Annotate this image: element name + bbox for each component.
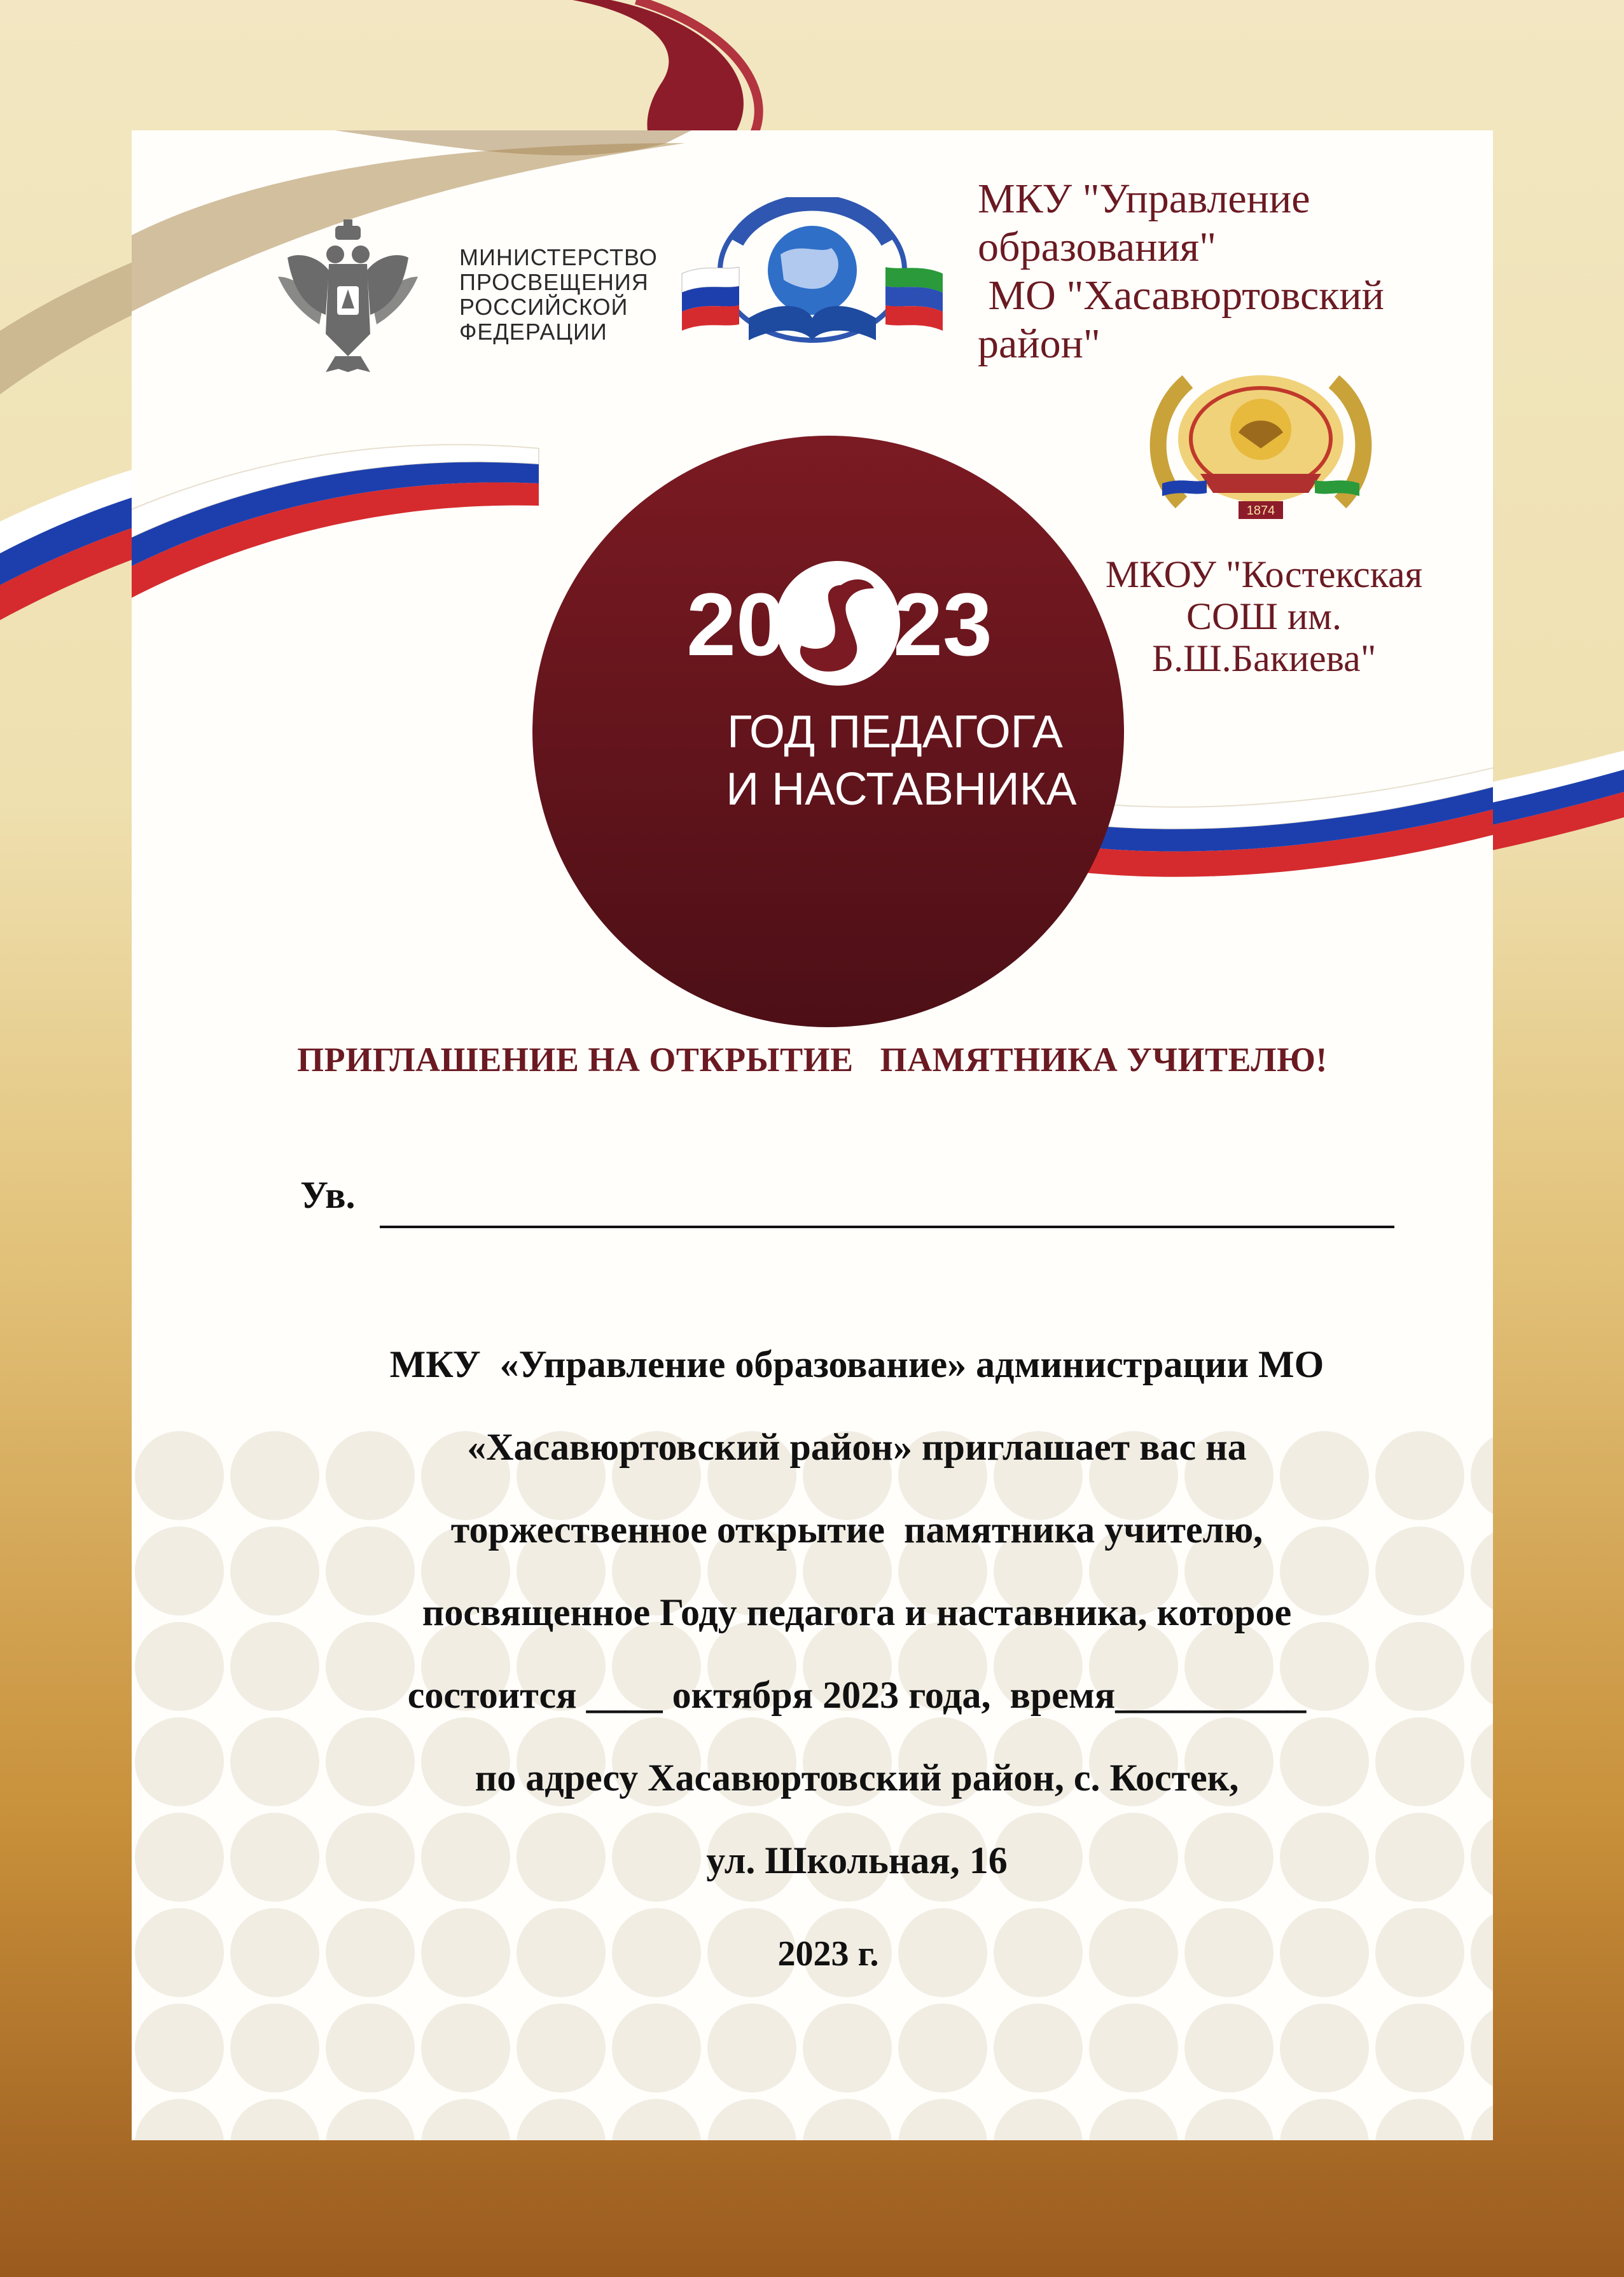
ministry-line: МИНИСТЕРСТВО — [459, 244, 658, 270]
invitation-title: ПРИГЛАШЕНИЕ НА ОТКРЫТИЕ ПАМЯТНИКА УЧИТЕЛЮ! — [297, 1041, 1328, 1079]
school-name-line: Б.Ш.Бакиева" — [1151, 637, 1377, 679]
school-name-line: МКОУ "Костекская — [1105, 553, 1423, 595]
year-digits-left: 20 — [686, 574, 786, 674]
education-department-name: МКУ "Управление образования" МО "Хасавюртовский район" — [978, 176, 1384, 367]
body-line: посвященное Году педагога и наставника, которое — [422, 1591, 1292, 1633]
ministry-line: РОССИЙСКОЙ — [459, 294, 628, 320]
ministry-line: ФЕДЕРАЦИИ — [459, 319, 607, 345]
school-emblem-year: 1874 — [1246, 504, 1275, 518]
addressee-label: Ув. — [300, 1174, 356, 1216]
school-name-line: СОШ им. — [1186, 595, 1342, 637]
invitation-body — [227, 1323, 1487, 1902]
body-line: «Хасавюртовский район» приглашает вас на — [467, 1426, 1247, 1468]
education-department-logo-icon — [679, 197, 946, 363]
body-line: по адресу Хасавюртовский район, с. Костек, — [475, 1757, 1239, 1799]
year-digits-right: 23 — [893, 574, 992, 674]
body-line: МКУ «Управление образование» администрации МО — [389, 1343, 1324, 1385]
document-year: 2023 г. — [777, 1934, 879, 1974]
ministry-line: ПРОСВЕЩЕНИЯ — [459, 269, 649, 295]
body-line: торжественное открытие памятника учителю, — [450, 1509, 1263, 1551]
ministry-name — [459, 245, 676, 344]
year-caption-line2: И НАСТАВНИКА — [726, 764, 1077, 815]
body-line: состоится ____ октября 2023 года, время__________ — [407, 1674, 1307, 1716]
invitation-card — [132, 130, 1493, 2140]
body-line: ул. Школьная, 16 — [706, 1839, 1008, 1881]
year-caption-line1: ГОД ПЕДАГОГА — [727, 707, 1063, 758]
year-of-teacher-logo — [523, 426, 1134, 1037]
school-emblem-icon — [1143, 363, 1378, 534]
addressee-underline — [380, 1226, 1394, 1228]
ministry-eagle-icon — [275, 219, 421, 372]
